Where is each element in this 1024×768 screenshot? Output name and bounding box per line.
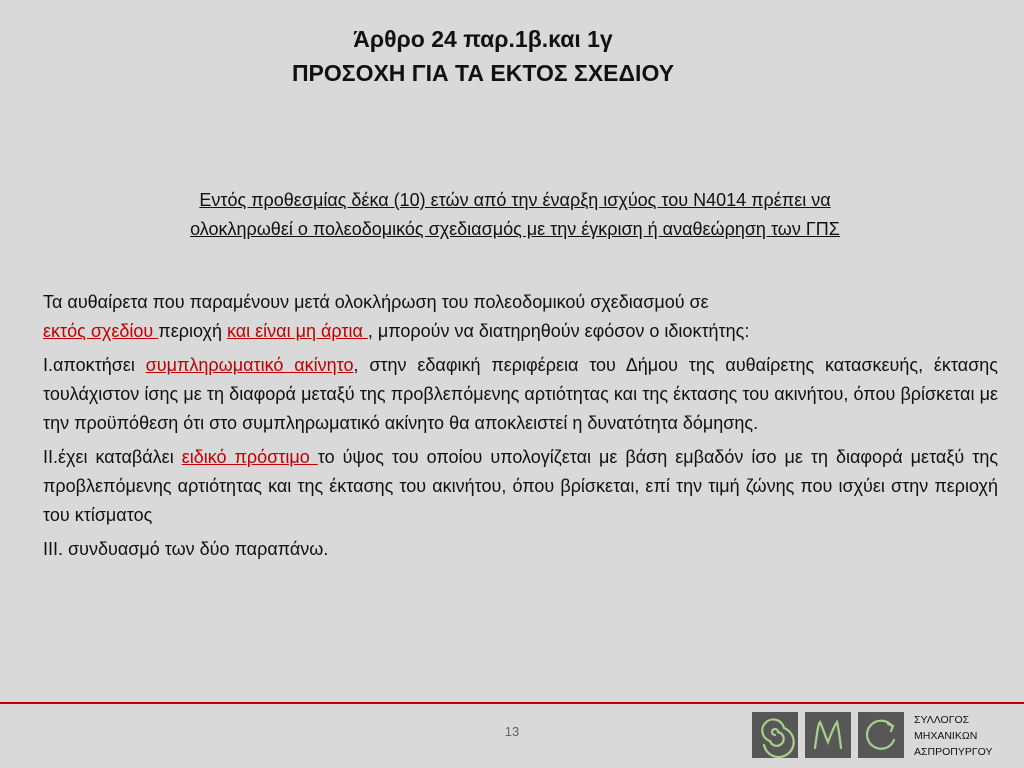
intro-line-1: Εντός προθεσμίας δέκα (10) ετών από την έναρξη ισχύος του Ν4014 πρέπει να — [199, 190, 831, 210]
highlight-outside-plan: εκτός σχεδίου — [43, 321, 159, 341]
org-line-1: ΣΥΛΛΟΓΟΣ — [914, 714, 970, 726]
p3-text2: το ύψος του οποίου υπολογίζεται με βάση εμβαδόν ίσο με τη διαφορά μεταξύ της προβλεπόμενης αρτιότητας και της έκτασης του ακινήτου, όπου βρίσκεται, επί την τιμή ζώνης που ισχύει στην περιοχή του κτίσματος — [43, 447, 999, 525]
paragraph-conditions — [43, 288, 998, 346]
org-line-3: ΑΣΠΡΟΠΥΡΓΟΥ — [914, 746, 993, 758]
p3-text1: ΙΙ.έχει καταβάλει — [43, 447, 182, 467]
intro-statement — [60, 186, 970, 244]
intro-line-2: ολοκληρωθεί ο πολεοδομικός σχεδιασμός με την έγκριση ή αναθεώρηση των ΓΠΣ — [190, 219, 840, 239]
slide-title — [0, 22, 966, 90]
title-line-1: Άρθρο 24 παρ.1β.και 1γ — [353, 26, 613, 52]
p2-text1: Ι.αποκτήσει — [43, 355, 146, 375]
organization-name — [914, 712, 1018, 760]
paragraph-option-2 — [43, 443, 998, 530]
p1-line1: Τα αυθαίρετα που παραμένουν μετά ολοκλήρωση του πολεοδομικού σχεδιασμού σε — [43, 292, 709, 312]
footer-divider — [0, 702, 1024, 704]
spiral-logo-icon — [752, 712, 798, 758]
highlight-supplementary-property: συμπληρωματικό ακίνητο — [145, 355, 354, 375]
circle-arrow-logo-icon — [858, 712, 904, 758]
org-line-2: ΜΗΧΑΝΙΚΩΝ — [914, 730, 978, 742]
p1-text2: περιοχή — [158, 321, 227, 341]
highlight-not-buildable: και είναι μη άρτια — [226, 321, 368, 341]
highlight-special-fine: ειδικό πρόστιμο — [181, 447, 318, 467]
page-number: 13 — [504, 724, 520, 739]
paragraph-option-3: ΙΙΙ. συνδυασμό των δύο παραπάνω. — [43, 539, 329, 559]
body-text — [43, 288, 998, 569]
title-line-2: ΠΡΟΣΟΧΗ ΓΙΑ ΤΑ ΕΚΤΟΣ ΣΧΕΔΙΟΥ — [291, 60, 675, 86]
p2-text2: , στην εδαφική περιφέρεια του Δήμου της αυθαίρετης κατασκευής, έκτασης τουλάχιστον ίσης με τη διαφορά μεταξύ της προβλεπόμενης αρτιότητας και της έκτασης του ακινήτου, όπου βρίσκεται με την προϋπόθεση ότι στο συμπληρωματικό ακίνητο θα αποκλειστεί η δυνατότητα δόμησης. — [43, 355, 998, 433]
paragraph-option-1 — [43, 351, 998, 438]
p1-text3: , μπορούν να διατηρηθούν εφόσον ο ιδιοκτήτης: — [367, 321, 750, 341]
m-logo-icon — [805, 712, 851, 758]
